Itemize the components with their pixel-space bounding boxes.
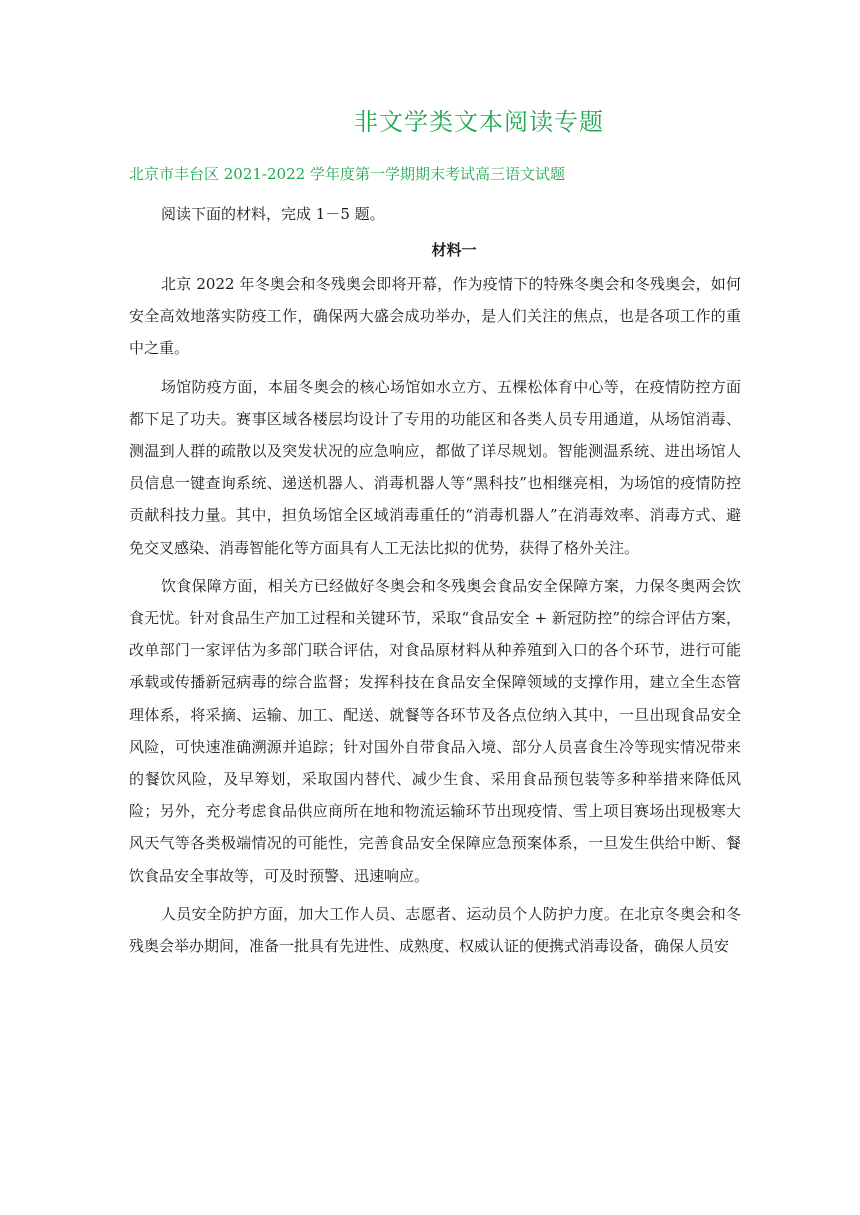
exam-source: 北京市丰台区 2021-2022 学年度第一学期期末考试高三语文试题 [129, 165, 565, 183]
section-title: 材料一 [431, 241, 477, 259]
instruction-text: 阅读下面的材料，完成 1－5 题。 [161, 205, 385, 223]
document-body [129, 196, 741, 968]
paragraph-4: 人员安全防护方面，加大工作人员、志愿者、运动员个人防护力度。在北京冬奥会和冬残奥会举办期间，准备一批具有先进性、成熟度、权威认证的便携式消毒设备，确保人员安 [129, 904, 741, 956]
document-title: 非文学类文本阅读专题 [354, 108, 604, 136]
paragraph-1: 北京 2022 年冬奥会和冬残奥会即将开幕，作为疫情下的特殊冬奥会和冬残奥会，如何安全高效地落实防疫工作，确保两大盛会成功举办，是人们关注的焦点，也是各项工作的重中之重。 [129, 275, 741, 358]
paragraph-3: 饮食保障方面，相关方已经做好冬奥会和冬残奥会食品安全保障方案，力保冬奥两会饮食无忧。针对食品生产加工过程和关键环节，采取“食品安全 + 新冠防控”的综合评估方案，改单部门一家评估为多部门联合评估，对食品原材料从种养殖到入口的各个环节，进行可能承载或传播新冠病毒的综合监督；发挥科技在食品安全保障领域的支撑作用，建立全生态管理体系，将采摘、运输、加工、配送、就餐等各环节及各点位纳入其中，一旦出现食品安全风险，可快速准确溯源并追踪；针对国外自带食品入境、部分人员喜食生冷等现实情况带来的餐饮风险，及早筹划，采取国内替代、减少生食、采用食品预包装等多种举措来降低风险；另外，充分考虑食品供应商所在地和物流运输环节出现疫情、雪上项目赛场出现极寒大风天气等各类极端情况的可能性，完善食品安全保障应急预案体系，一旦发生供给中断、餐饮食品安全事故等，可及时预警、迅速响应。 [129, 576, 741, 885]
paragraph-2: 场馆防疫方面，本届冬奥会的核心场馆如水立方、五棵松体育中心等，在疫情防控方面都下足了功夫。赛事区域各楼层均设计了专用的功能区和各类人员专用通道，从场馆消毒、测温到人群的疏散以及突发状况的应急响应，都做了详尽规划。智能测温系统、进出场馆人员信息一键查询系统、递送机器人、消毒机器人等“黑科技”也相继亮相，为场馆的疫情防控贡献科技力量。其中，担负场馆全区域消毒重任的“消毒机器人”在消毒效率、消毒方式、避免交叉感染、消毒智能化等方面具有人工无法比拟的优势，获得了格外关注。 [129, 377, 741, 557]
